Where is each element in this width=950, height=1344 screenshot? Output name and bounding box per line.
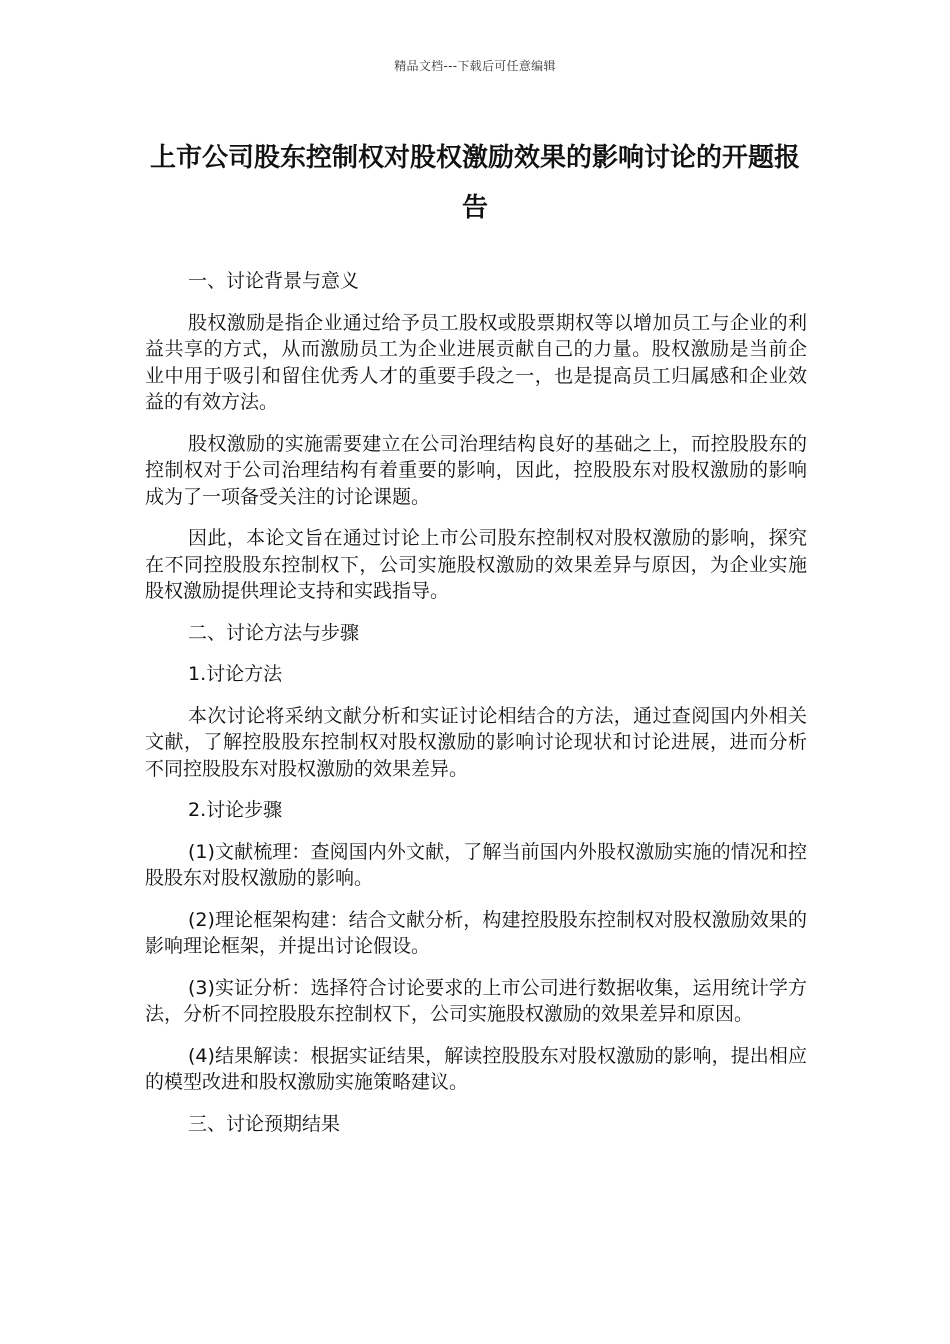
paragraph: 股权激励的实施需要建立在公司治理结构良好的基础之上，而控股股东的控制权对于公司治理结构有着重要的影响，因此，控股股东对股权激励的影响成为了一项备受关注的讨论课题。	[145, 432, 807, 508]
step-item: (2)理论框架构建：结合文献分析，构建控股股东控制权对股权激励效果的影响理论框架，并提出讨论假设。	[145, 908, 807, 957]
paragraph: 因此，本论文旨在通过讨论上市公司股东控制权对股权激励的影响，探究在不同控股股东控制权下，公司实施股权激励的效果差异与原因，为企业实施股权激励提供理论支持和实践指导。	[145, 527, 807, 602]
section-heading-expected-results: 三、讨论预期结果	[188, 1112, 341, 1135]
step-item: (1)文献梳理：查阅国内外文献，了解当前国内外股权激励实施的情况和控股股东对股权激励的影响。	[145, 840, 807, 889]
section-heading-background: 一、讨论背景与意义	[188, 270, 360, 292]
step-item: (4)结果解读：根据实证结果，解读控股股东对股权激励的影响，提出相应的模型改进和股权激励实施策略建议。	[145, 1044, 807, 1093]
document-title: 上市公司股东控制权对股权激励效果的影响讨论的开题报告	[149, 143, 800, 223]
subheading-method: 1.讨论方法	[188, 663, 283, 685]
header-note: 精品文档---下载后可任意编辑	[394, 59, 556, 73]
step-item: (3)实证分析：选择符合讨论要求的上市公司进行数据收集，运用统计学方法，分析不同控股股东控制权下，公司实施股权激励的效果差异和原因。	[145, 976, 807, 1025]
document-body	[145, 268, 807, 1152]
subheading-steps: 2.讨论步骤	[188, 799, 283, 821]
paragraph: 股权激励是指企业通过给予员工股权或股票期权等以增加员工与企业的利益共享的方式，从而激励员工为企业进展贡献自己的力量。股权激励是当前企业中用于吸引和留住优秀人才的重要手段之一，也是提高员工归属感和企业效益的有效方法。	[145, 311, 807, 413]
section-heading-methods: 二、讨论方法与步骤	[188, 621, 360, 644]
paragraph: 本次讨论将采纳文献分析和实证讨论相结合的方法，通过查阅国内外相关文献，了解控股股东控制权对股权激励的影响讨论现状和讨论进展，进而分析不同控股股东对股权激励的效果差异。	[145, 704, 807, 780]
